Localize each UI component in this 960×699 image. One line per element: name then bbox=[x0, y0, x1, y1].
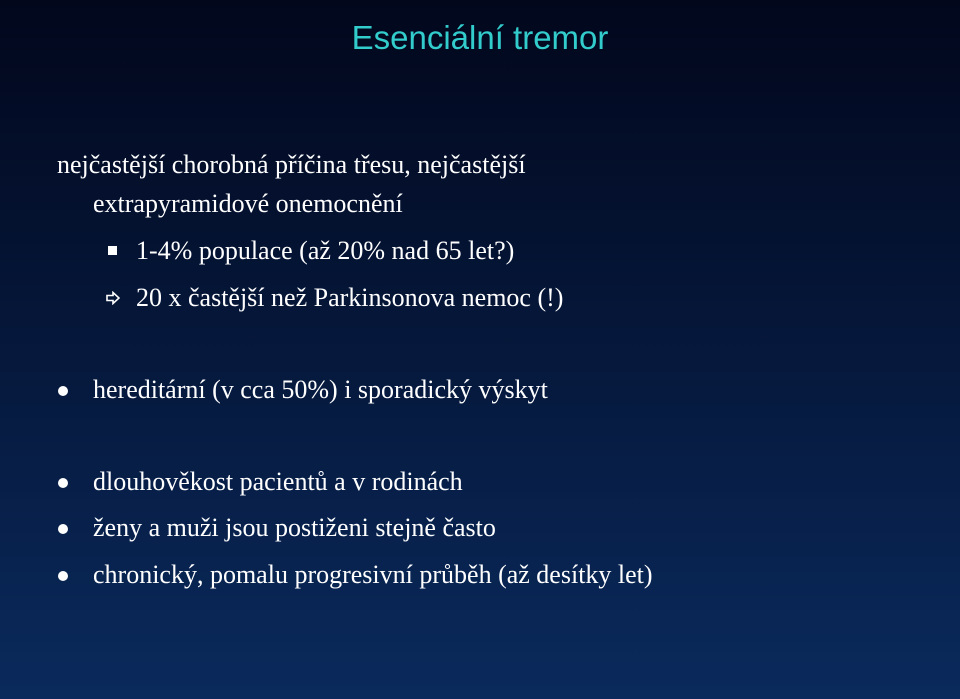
round-bullet-icon bbox=[58, 524, 68, 534]
bullet-chronicky: chronický, pomalu progresivní průběh (až desítky let) bbox=[93, 560, 653, 589]
sub-item-parkinson: 20 x častější než Parkinsonova nemoc (!) bbox=[136, 283, 564, 312]
intro-line-2: extrapyramidové onemocnění bbox=[93, 189, 403, 218]
intro-line-1: nejčastější chorobná příčina třesu, nejčastější bbox=[57, 150, 526, 179]
sub-item-populace: 1-4% populace (až 20% nad 65 let?) bbox=[136, 236, 515, 265]
round-bullet-icon bbox=[58, 386, 68, 396]
bullet-dlouhovekost: dlouhověkost pacientů a v rodinách bbox=[93, 467, 463, 496]
slide-title: Esenciální tremor bbox=[351, 19, 609, 56]
round-bullet-icon bbox=[58, 571, 68, 581]
bullet-zeny-muzi: ženy a muži jsou postiženi stejně často bbox=[93, 513, 496, 542]
bullet-hereditarni: hereditární (v cca 50%) i sporadický výskyt bbox=[93, 375, 548, 404]
arrow-bullet-icon bbox=[106, 291, 120, 305]
round-bullet-icon bbox=[58, 478, 68, 488]
square-bullet-icon bbox=[108, 246, 117, 255]
